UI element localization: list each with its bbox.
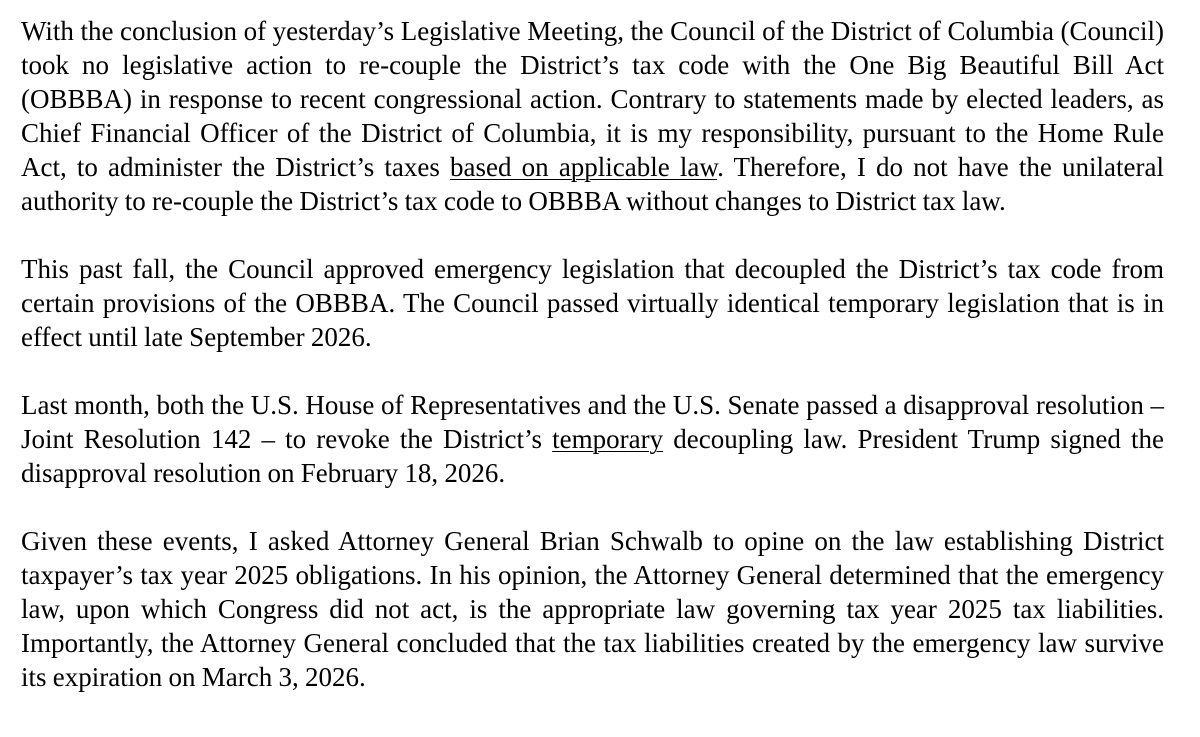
paragraph-text: Last month, both the U.S. House of Representatives and the U.S. Senate passed a disapproval resolution – Joint Resolution 142 – to revoke the District’s [21, 390, 1164, 454]
paragraph-text: . Therefore, I do not have the unilateral authority to re-couple the District’s tax code to OBBBA without changes to District tax law. [21, 152, 1164, 216]
paragraph-disapproval-resolution [21, 388, 1164, 490]
paragraph-text: decoupling law. President Trump signed the disapproval resolution on February 18, 2026. [21, 424, 1164, 488]
underlined-phrase: based on applicable law [450, 152, 718, 182]
paragraph-text: Given these events, I asked Attorney General Brian Schwalb to opine on the law establishing District taxpayer’s tax year 2025 obligations. In his opinion, the Attorney General determined that the emergency law, upon which Congress did not act, is the appropriate law governing tax year 2025 tax liabilities. Importantly, the Attorney General concluded that the tax liabilities created by the emergency law survive its expiration on March 3, 2026. [21, 526, 1164, 692]
paragraph-attorney-general-opinion [21, 524, 1164, 694]
paragraph-text: This past fall, the Council approved emergency legislation that decoupled the District’s tax code from certain provisions of the OBBBA. The Council passed virtually identical temporary legislation that is in effect until late September 2026. [21, 254, 1164, 352]
paragraph-text: With the conclusion of yesterday’s Legislative Meeting, the Council of the District of Columbia (Council) took no legislative action to re-couple the District’s tax code with the One Big Beautiful Bill Act (OBBBA) in response to recent congressional action. Contrary to statements made by elected leaders, as Chief Financial Officer of the District of Columbia, it is my responsibility, pursuant to the Home Rule Act, to administer the District’s taxes [21, 16, 1164, 182]
paragraph-emergency-legislation [21, 252, 1164, 354]
paragraph-legislative-meeting [21, 14, 1164, 218]
underlined-word: temporary [552, 424, 664, 454]
document-body [21, 14, 1164, 694]
